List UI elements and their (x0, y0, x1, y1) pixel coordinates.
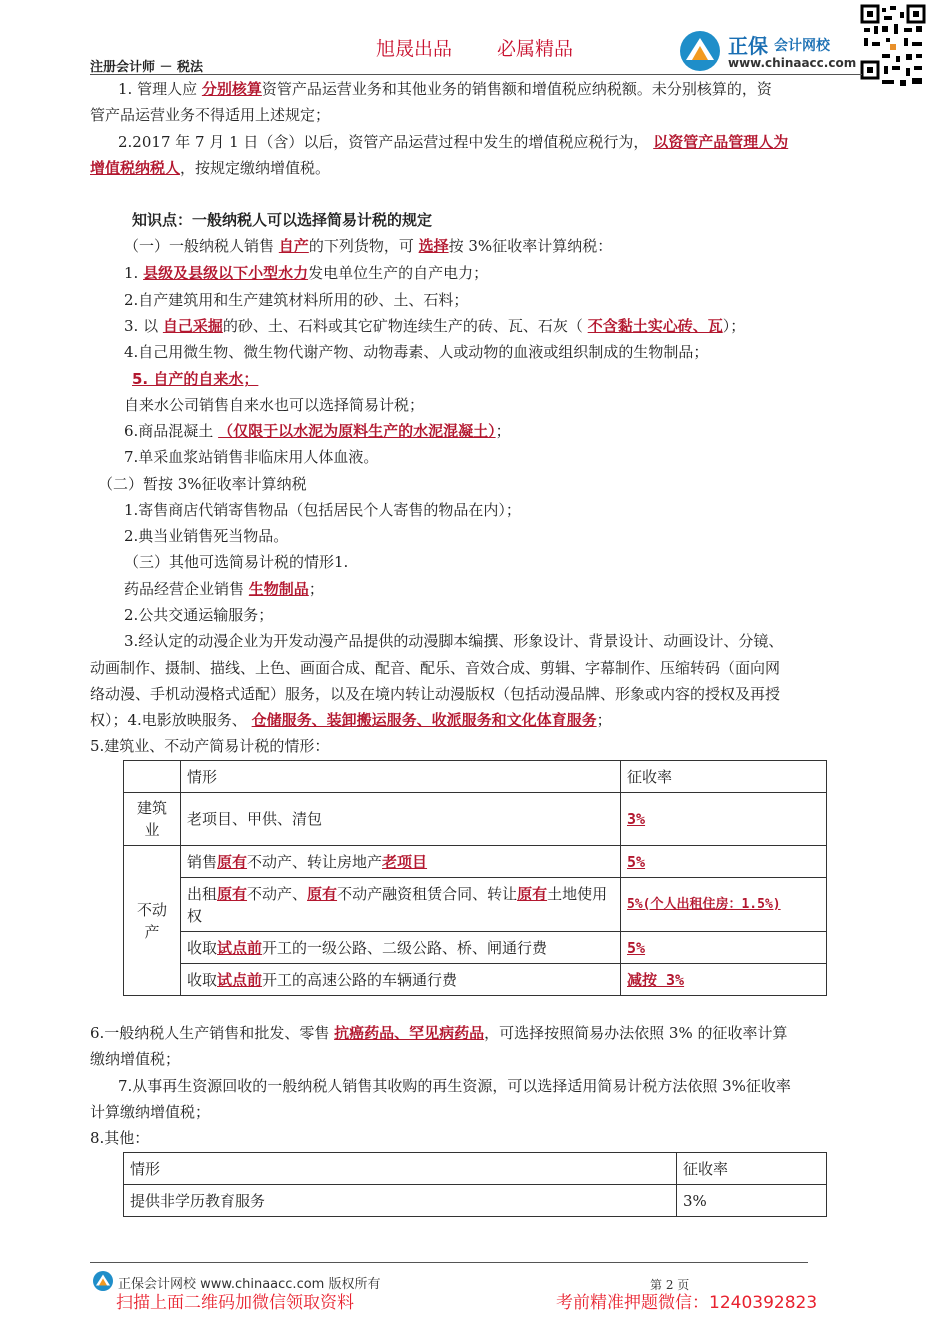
rate-cell: 5% (621, 932, 827, 964)
section-i1: 1. 县级及县级以下小型水力发电单位生产的自产电力； (124, 264, 489, 282)
section-i7: 7.单采血浆站销售非临床用人体血液。 (124, 448, 379, 466)
slogan-left: 旭晟出品 (376, 38, 453, 60)
rate-cell: 3% (621, 793, 827, 846)
intro-p2-cont: 增值税纳税人，按规定缴纳增值税。 (90, 159, 331, 177)
intro-p2: 2.2017 年 7 月 1 日（含）以后，资管产品运营过程中发生的增值税应税行为， 以资管产品管理人为 (118, 133, 789, 151)
intro-p1: 1. 管理人应 分别核算资管产品运营业务和其他业务的销售额和增值税应纳税额。未分别核算的，资 (118, 80, 772, 98)
table-header-rate: 征收率 (621, 761, 827, 793)
rate-cell: 3% (677, 1185, 827, 1217)
table-construction-realestate (123, 760, 827, 996)
footer-copyright: 正保会计网校 www.chinaacc.com 版权所有 (118, 1277, 381, 1292)
rate-cell: 减按 3% (621, 964, 827, 996)
table-header-case: 情形 (124, 1153, 677, 1185)
group-realestate: 不动产 (124, 846, 181, 996)
group-construction: 建筑业 (124, 793, 181, 846)
after-p7-cont: 计算缴纳增值税； (90, 1103, 211, 1121)
section-s2: （二）暂按 3%征收率计算纳税 (98, 475, 307, 493)
after-p7: 7.从事再生资源回收的一般纳税人销售其收购的再生资源，可以选择适用简易计税方法依照 3%征收率 (118, 1077, 791, 1095)
logo-url: www.chinaacc.com (728, 56, 857, 70)
case-cell: 收取试点前开工的高速公路的车辆通行费 (181, 964, 621, 996)
chinaacc-logo-icon (678, 30, 722, 72)
promo-right: 考前精准押题微信：1240392823 (556, 1293, 818, 1313)
section-s3-i3-l4: 权）；4.电影放映服务、 仓储服务、装卸搬运服务、收派服务和文化体育服务； (90, 711, 612, 729)
section-s3-i3-l1: 3.经认定的动漫企业为开发动漫产品提供的动漫脚本编撰、形象设计、背景设计、动画设计、分镜、 (124, 632, 784, 650)
section-s2-i2: 2.典当业销售死当物品。 (124, 527, 289, 545)
section-s3: （三）其他可选简易计税的情形1. (124, 553, 349, 571)
case-cell: 老项目、甲供、清包 (181, 793, 621, 846)
intro-p1-cont: 管产品运营业务不得适用上述规定； (90, 106, 331, 124)
subject-label: 注册会计师 － 税法 (90, 60, 204, 75)
promo-left: 扫描上面二维码加微信领取资料 (116, 1293, 354, 1313)
logo-suffix: 会计网校 (774, 38, 830, 54)
section-i6: 6.商品混凝土 （仅限于以水泥为原料生产的水泥混凝土）； (124, 422, 511, 440)
footer-rule (90, 1262, 808, 1263)
section-s3-i3-l3: 络动漫、手机动漫格式适配）服务，以及在境内转让动漫版权（包括动漫品牌、形象或内容的授权及再授 (90, 685, 781, 703)
table-row (124, 878, 827, 932)
table-row (124, 793, 827, 846)
table-row (124, 1185, 827, 1217)
section-s3-i1: 药品经营企业销售 生物制品； (124, 580, 324, 598)
slogan-right: 必属精品 (497, 38, 574, 60)
table-header-rate: 征收率 (677, 1153, 827, 1185)
table-row (124, 964, 827, 996)
section-i4: 4.自己用微生物、微生物代谢产物、动物毒素、人或动物的血液或组织制成的生物制品； (124, 343, 709, 361)
table-header-case: 情形 (181, 761, 621, 793)
after-p6-cont: 缴纳增值税； (90, 1050, 181, 1068)
table-other (123, 1152, 827, 1217)
after-p6: 6.一般纳税人生产销售和批发、零售 抗癌药品、罕见病药品，可选择按照简易办法依照 3% 的征收率计算 (90, 1024, 788, 1042)
chinaacc-logo (678, 30, 858, 72)
section-s5: 5.建筑业、不动产简易计税的情形： (90, 737, 330, 755)
section-i3: 3. 以 自己采掘的砂、土、石料或其它矿物连续生产的砖、瓦、石灰（ 不含黏土实心砖、瓦）； (124, 317, 746, 335)
header-rule (90, 74, 862, 75)
footer-page: 第 2 页 (650, 1278, 690, 1292)
section-i2: 2.自产建筑用和生产建筑材料所用的砂、土、石料； (124, 291, 469, 309)
section-i5-note: 自来水公司销售自来水也可以选择简易计税； (124, 396, 425, 414)
case-cell: 提供非学历教育服务 (124, 1185, 677, 1217)
section-s2-i1: 1.寄售商店代销寄售物品（包括居民个人寄售的物品在内）； (124, 501, 521, 519)
case-cell: 销售原有不动产、转让房地产老项目 (181, 846, 621, 878)
logo-name: 正保 (728, 34, 768, 58)
table-header-blank (124, 761, 181, 793)
table-row (124, 932, 827, 964)
case-cell: 收取试点前开工的一级公路、二级公路、桥、闸通行费 (181, 932, 621, 964)
case-cell: 出租原有不动产、原有不动产融资租赁合同、转让原有土地使用权 (181, 878, 621, 932)
table-row (124, 846, 827, 878)
table-header-row (124, 1153, 827, 1185)
table-header-row (124, 761, 827, 793)
after-p8: 8.其他： (90, 1129, 150, 1147)
section-title: 知识点：一般纳税人可以选择简易计税的规定 (132, 211, 433, 229)
section-s1: （一）一般纳税人销售 自产的下列货物，可 选择按 3%征收率计算纳税： (124, 237, 613, 255)
rate-cell: 5% (621, 846, 827, 878)
section-s3-i2: 2.公共交通运输服务； (124, 606, 274, 624)
section-i5: 5. 自产的自来水； (132, 370, 259, 388)
chinaacc-logo-icon (92, 1270, 114, 1292)
rate-cell: 5%(个人出租住房：1.5%) (621, 878, 827, 932)
section-s3-i3-l2: 动画制作、摄制、描线、上色、画面合成、配音、配乐、音效合成、剪辑、字幕制作、压缩转码（面向网 (90, 659, 781, 677)
qr-code-icon (860, 4, 926, 90)
